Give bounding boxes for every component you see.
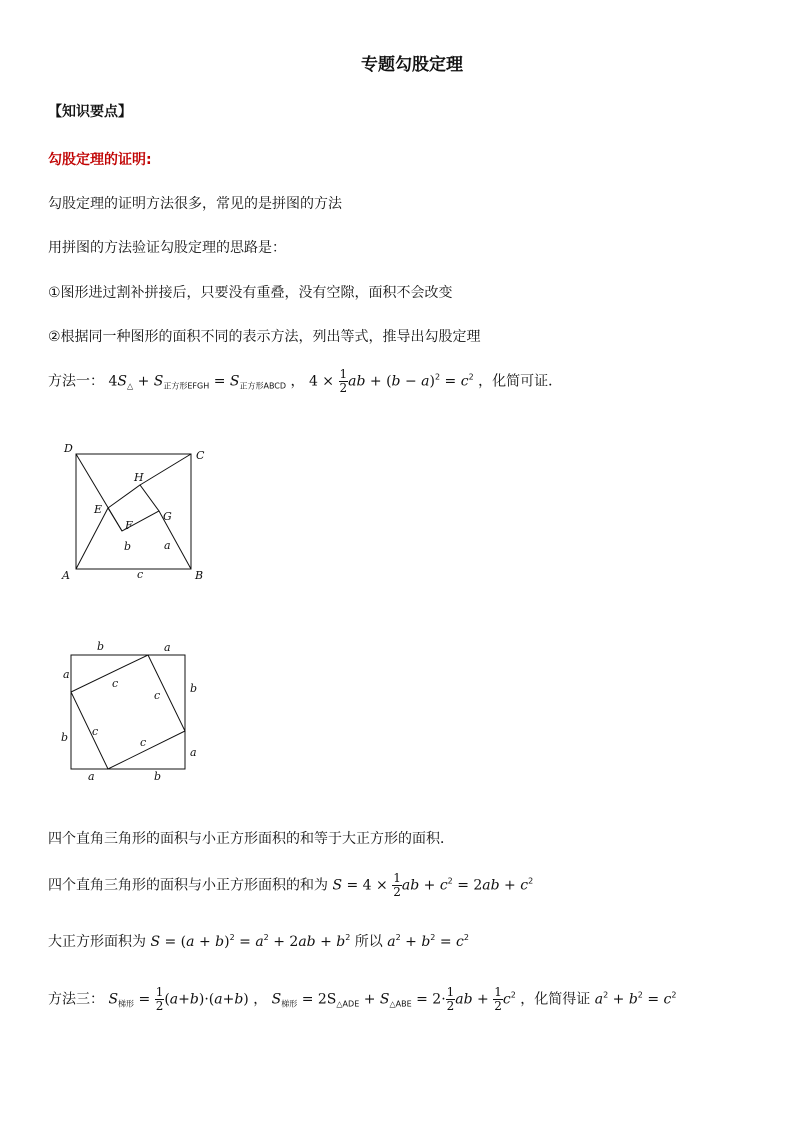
method-3-tail: ，化简得证 <box>520 991 591 1008</box>
fig1-label-D: D <box>64 442 73 455</box>
fig1-label-E: E <box>94 503 103 516</box>
method-3-line: 方法三： $S_{梯形}$ = $\frac{1}{2}$ (a+b)·(a+b) ， $S_{梯形} = 2S_{\triangle ADE} + S_{\triangle ABE} = 2\cdot$ $\frac{1}{2}$ ab + $\frac{1}{2}$ $c^2$ ，化简得证 $a^2 + b^2 = c^2$ <box>48 985 677 1013</box>
big-line-prefix: 大正方形面积为 <box>48 934 146 950</box>
big-square-line: 大正方形面积为 $S = (a + b)^2 = a^2 + 2ab + b^2$ 所以 $a^2 + b^2 = c^2$ <box>48 933 469 950</box>
statement-line: 四个直角三角形的面积与小正方形面积的和等于大正方形的面积． <box>48 831 454 847</box>
fig1-label-b: b <box>124 540 132 553</box>
sub-abe: △ABE <box>389 999 412 1009</box>
fig1-label-G: G <box>163 510 172 523</box>
paragraph-3: ①图形进过割补拼接后，只要没有重叠，没有空隙，面积不会改变 <box>48 285 453 301</box>
sum-line-prefix: 四个直角三角形的面积与小正方形面积的和为 <box>48 877 328 894</box>
method-3-label: 方法三： <box>48 991 104 1008</box>
sum-line: 四个直角三角形的面积与小正方形面积的和为 S = 4 × $\frac{1}{2}$ ab + $c^2 = 2ab + c^2$ <box>48 871 534 899</box>
paragraph-1: 勾股定理的证明方法很多，常见的是拼图的方法 <box>48 196 342 212</box>
subsection-heading: 勾股定理的证明: <box>48 152 152 168</box>
big-line-mid: 所以 <box>354 934 383 950</box>
paragraph-4: ②根据同一种图形的面积不同的表示方法，列出等式，推导出勾股定理 <box>48 329 481 345</box>
method-1-tail: ，化简可证． <box>478 373 563 390</box>
fig2-label-bottom-a: a <box>88 770 95 783</box>
fig1-label-C: C <box>196 449 205 462</box>
sub-trapezoid-2: 梯形 <box>281 999 298 1009</box>
fig1-label-A: A <box>62 569 70 582</box>
fig2-outer-square <box>71 655 185 769</box>
fig2-label-top-b: b <box>97 640 105 653</box>
fig2-label-right-a: a <box>190 746 197 759</box>
fig1-label-B: B <box>195 569 204 582</box>
paragraph-2: 用拼图的方法验证勾股定理的思路是： <box>48 240 286 256</box>
fig2-label-bottom-b: b <box>154 770 162 783</box>
page-title: 专题勾股定理 <box>361 55 463 75</box>
method-1-label: 方法一： <box>48 373 104 390</box>
fig2-label-left-b: b <box>61 731 69 744</box>
section-heading: 【知识要点】 <box>48 104 132 120</box>
sub-big-square: 正方形ABCD <box>239 381 287 391</box>
fig2-label-left-a: a <box>63 668 70 681</box>
fig2-label-c-bottom: c <box>140 736 147 749</box>
method-1-line: 方法一： $4S_\triangle + S_{正方形EFGH} = S_{正方形ABCD}$ ， 4 × $\frac{1}{2}$ ab + $(b - a)^2 = c^2$ ，化简可证． <box>48 367 563 395</box>
fig1-label-H: H <box>134 471 144 484</box>
fig1-label-c: c <box>137 568 144 581</box>
fig1-label-a: a <box>164 539 171 552</box>
sub-trapezoid-1: 梯形 <box>118 999 135 1009</box>
sub-triangle: △ <box>126 381 134 391</box>
fig2-label-right-b: b <box>190 682 198 695</box>
sub-small-square: 正方形EFGH <box>163 381 210 391</box>
fig2-label-c-right: c <box>154 689 161 702</box>
sub-ade: △ADE <box>336 999 360 1009</box>
fig1-label-F: F <box>125 519 133 532</box>
fig2-label-c-top: c <box>112 677 119 690</box>
fig2-inner-square <box>71 655 185 769</box>
fig2-label-top-a: a <box>164 641 171 654</box>
fig2-label-c-left: c <box>92 725 99 738</box>
